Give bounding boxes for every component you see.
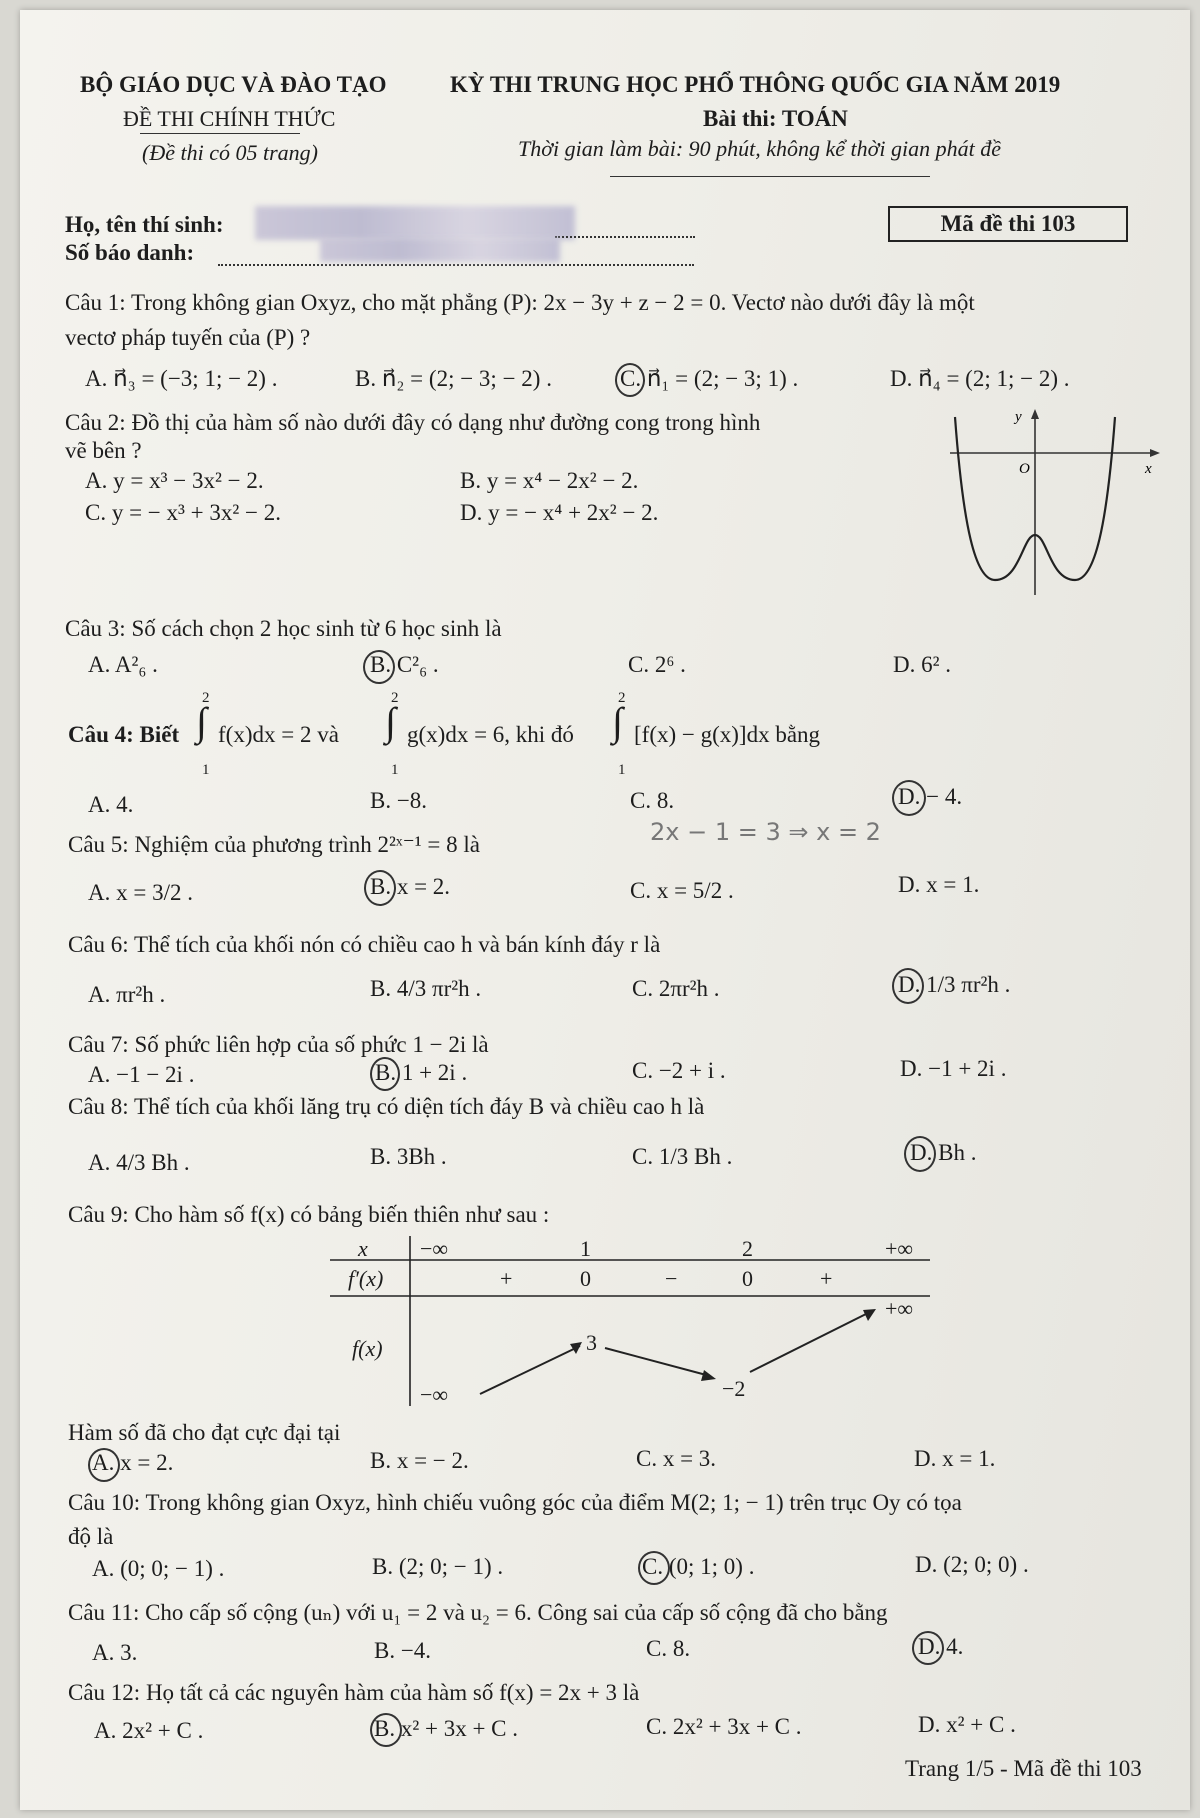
exam-title: KỲ THI TRUNG HỌC PHỔ THÔNG QUỐC GIA NĂM 2019: [450, 72, 1061, 97]
q4-upper-1: 2: [202, 690, 210, 706]
q12-answer-mark: [370, 1713, 402, 1747]
q3-stem: Câu 3: Số cách chọn 2 học sinh từ 6 học sinh là: [65, 616, 502, 641]
q4-lower-3: 1: [618, 762, 626, 778]
q7-option-a: A. −1 − 2i .: [88, 1062, 195, 1087]
q5-option-c: C. x = 5/2 .: [630, 878, 734, 903]
q11-option-c: C. 8.: [646, 1636, 691, 1661]
q12-option-c: C. 2x² + 3x + C .: [646, 1714, 802, 1739]
q4-lower-1: 1: [202, 762, 210, 778]
q6-option-a: A. πr²h .: [88, 982, 166, 1007]
q8-option-b: B. 3Bh .: [370, 1144, 447, 1169]
q9-option-d: D. x = 1.: [914, 1446, 996, 1471]
q4-integral-2: g(x)dx = 6, khi đó: [407, 722, 574, 747]
q6-answer-mark: [892, 968, 924, 1004]
q4-lower-2: 1: [391, 762, 399, 778]
q11-option-a: A. 3.: [92, 1640, 138, 1665]
origin-label: O: [1019, 461, 1030, 477]
table-f-neg-inf: −∞: [420, 1382, 449, 1407]
q5-stem: Câu 5: Nghiệm của phương trình 2²ˣ⁻¹ = 8 là: [68, 832, 480, 857]
x-axis-arrow: [1150, 449, 1160, 457]
y-axis-label: y: [1015, 409, 1022, 425]
q2-stem-cont: vẽ bên ?: [65, 438, 142, 463]
q4-option-a: A. 4.: [88, 792, 134, 817]
candidate-name-label: Họ, tên thí sinh:: [65, 212, 224, 237]
q1-option-a: A. n⃗₃ = (−3; 1; − 2) .: [85, 366, 278, 391]
q6-option-b: B. 4/3 πr²h .: [370, 976, 482, 1001]
q5-option-b: B. x = 2.: [370, 874, 451, 899]
q1-option-c: C. n⃗₁ = (2; − 3; 1) .: [620, 366, 799, 391]
q3-answer-mark: [363, 650, 395, 684]
q12-stem: Câu 12: Họ tất cả các nguyên hàm của hàm số f(x) = 2x + 3 là: [68, 1680, 640, 1705]
q8-option-a: A. 4/3 Bh .: [88, 1150, 190, 1175]
q8-option-c: C. 1/3 Bh .: [632, 1144, 733, 1169]
q1-answer-mark: [615, 363, 645, 397]
redacted-id: [320, 238, 560, 262]
q12-option-a: A. 2x² + C .: [94, 1718, 204, 1743]
y-axis-arrow: [1031, 409, 1039, 419]
q10-stem-cont: độ là: [68, 1524, 114, 1549]
q2-option-c: C. y = − x³ + 3x² − 2.: [85, 500, 282, 525]
q10-option-b: B. (2; 0; − 1) .: [372, 1554, 504, 1579]
q5-answer-mark: [364, 870, 396, 906]
q9-option-b: B. x = − 2.: [370, 1448, 469, 1473]
q2-stem: Câu 2: Đồ thị của hàm số nào dưới đây có dạng như đường cong trong hình: [65, 410, 761, 435]
table-f-label: f(x): [352, 1336, 383, 1361]
q5-handwritten-note: 2x − 1 = 3 ⇒ x = 2: [650, 818, 881, 846]
q4-answer-mark: [892, 780, 926, 816]
title-underline: [610, 176, 930, 177]
table-f-min: −2: [722, 1376, 746, 1401]
q4-integral-sign-1: ∫: [196, 699, 207, 744]
variation-table: [330, 1236, 930, 1406]
table-sign-2: −: [665, 1266, 678, 1291]
exam-page: [20, 10, 1190, 1810]
q7-stem: Câu 7: Số phức liên hợp của số phức 1 − 2i là: [68, 1032, 489, 1057]
q4-upper-3: 2: [618, 690, 626, 706]
table-x-neg-inf: −∞: [420, 1236, 449, 1261]
x-axis-label: x: [1145, 461, 1152, 477]
official-exam-label: ĐỀ THI CHÍNH THỨC: [123, 106, 336, 131]
q7-option-c: C. −2 + i .: [632, 1058, 726, 1083]
table-f-max: 3: [586, 1330, 597, 1355]
q4-option-b: B. −8.: [370, 788, 428, 813]
table-fprime-label: f′(x): [348, 1266, 384, 1291]
q7-option-d: D. −1 + 2i .: [900, 1056, 1007, 1081]
q2-option-b: B. y = x⁴ − 2x² − 2.: [460, 468, 639, 493]
q5-option-d: D. x = 1.: [898, 872, 980, 897]
q3-option-b: B. C²₆ .: [370, 652, 439, 677]
q12-option-d: D. x² + C .: [918, 1712, 1016, 1737]
table-sign-1: +: [500, 1266, 513, 1291]
q4-integral-1: f(x)dx = 2 và: [218, 722, 339, 747]
table-zero-1: 0: [580, 1266, 591, 1291]
q11-option-d: D. 4.: [918, 1634, 964, 1659]
pages-note: (Đề thi có 05 trang): [142, 140, 318, 165]
q8-option-d: D. Bh .: [910, 1140, 977, 1165]
redacted-name: [255, 206, 575, 240]
table-x-2: 2: [742, 1236, 753, 1261]
exam-code-box: Mã đề thi 103: [888, 206, 1128, 242]
increasing-arrow-2: [750, 1312, 870, 1372]
q10-answer-mark: [638, 1551, 670, 1585]
q2-option-a: A. y = x³ − 3x² − 2.: [85, 468, 264, 493]
q9-option-a: A. x = 2.: [92, 1450, 174, 1475]
q5-option-a: A. x = 3/2 .: [88, 880, 193, 905]
q11-option-b: B. −4.: [374, 1638, 432, 1663]
table-zero-2: 0: [742, 1266, 753, 1291]
q7-option-b: B. 1 + 2i .: [375, 1060, 468, 1085]
table-x-1: 1: [580, 1236, 591, 1261]
q4-upper-2: 2: [391, 690, 399, 706]
table-x-label: x: [358, 1236, 368, 1261]
q1-option-b: B. n⃗₂ = (2; − 3; − 2) .: [355, 366, 552, 391]
q9-answer-mark: [88, 1448, 120, 1482]
table-f-pos-inf: +∞: [885, 1296, 914, 1321]
q10-option-a: A. (0; 0; − 1) .: [92, 1556, 225, 1581]
q6-option-c: C. 2πr²h .: [632, 976, 720, 1001]
decreasing-arrow: [605, 1348, 710, 1376]
q9-option-c: C. x = 3.: [636, 1446, 717, 1471]
q8-stem: Câu 8: Thể tích của khối lăng trụ có diện tích đáy B và chiều cao h là: [68, 1094, 705, 1119]
q10-stem: Câu 10: Trong không gian Oxyz, hình chiếu vuông góc của điểm M(2; 1; − 1) trên trục Oy có tọa: [68, 1490, 962, 1515]
q9-question: Hàm số đã cho đạt cực đại tại: [68, 1420, 341, 1445]
q12-option-b: B. x² + 3x + C .: [374, 1716, 519, 1741]
header-underline: [140, 133, 300, 134]
name-dotted-line: [555, 236, 695, 238]
q6-stem: Câu 6: Thể tích của khối nón có chiều cao h và bán kính đáy r là: [68, 932, 661, 957]
table-x-pos-inf: +∞: [885, 1236, 914, 1261]
q6-option-d: D. 1/3 πr²h .: [898, 972, 1011, 997]
id-dotted-line: [218, 264, 694, 266]
time-note: Thời gian làm bài: 90 phút, không kể thời gian phát đề: [518, 136, 1002, 161]
q4-integral-3: [f(x) − g(x)]dx bằng: [634, 722, 821, 747]
q4-option-d: D. − 4.: [898, 784, 963, 809]
table-sign-3: +: [820, 1266, 833, 1291]
q8-answer-mark: [904, 1136, 936, 1172]
q3-option-c: C. 2⁶ .: [628, 652, 686, 677]
q3-option-d: D. 6² .: [893, 652, 952, 677]
q11-stem: Câu 11: Cho cấp số cộng (uₙ) với u₁ = 2 và u₂ = 6. Công sai của cấp số cộng đã cho bằng: [68, 1600, 888, 1625]
q1-stem-cont: vectơ pháp tuyến của (P) ?: [65, 325, 311, 350]
page-footer: Trang 1/5 - Mã đề thi 103: [905, 1756, 1142, 1781]
q7-answer-mark: [370, 1057, 400, 1091]
q4-option-c: C. 8.: [630, 788, 675, 813]
q4-integral-sign-3: ∫: [612, 699, 623, 744]
q2-graph: [935, 405, 1165, 605]
q2-option-d: D. y = − x⁴ + 2x² − 2.: [460, 500, 659, 525]
q4-integral-sign-2: ∫: [385, 699, 396, 744]
q10-option-d: D. (2; 0; 0) .: [915, 1552, 1029, 1577]
ministry-name: BỘ GIÁO DỤC VÀ ĐÀO TẠO: [80, 72, 387, 97]
q3-option-a: A. A²₆ .: [88, 652, 158, 677]
q10-option-c: C. (0; 1; 0) .: [642, 1554, 755, 1579]
candidate-id-label: Số báo danh:: [65, 240, 195, 265]
q1-option-d: D. n⃗₄ = (2; 1; − 2) .: [890, 366, 1070, 391]
subject-label: Bài thi: TOÁN: [703, 106, 848, 131]
increasing-arrow-1: [480, 1346, 580, 1394]
q1-stem: Câu 1: Trong không gian Oxyz, cho mặt phẳng (P): 2x − 3y + z − 2 = 0. Vectơ nào dưới đây là một: [65, 290, 975, 315]
q4-stem: Câu 4: Biết: [68, 722, 180, 747]
q9-stem: Câu 9: Cho hàm số f(x) có bảng biến thiên như sau :: [68, 1202, 550, 1227]
q11-answer-mark: [912, 1631, 944, 1665]
